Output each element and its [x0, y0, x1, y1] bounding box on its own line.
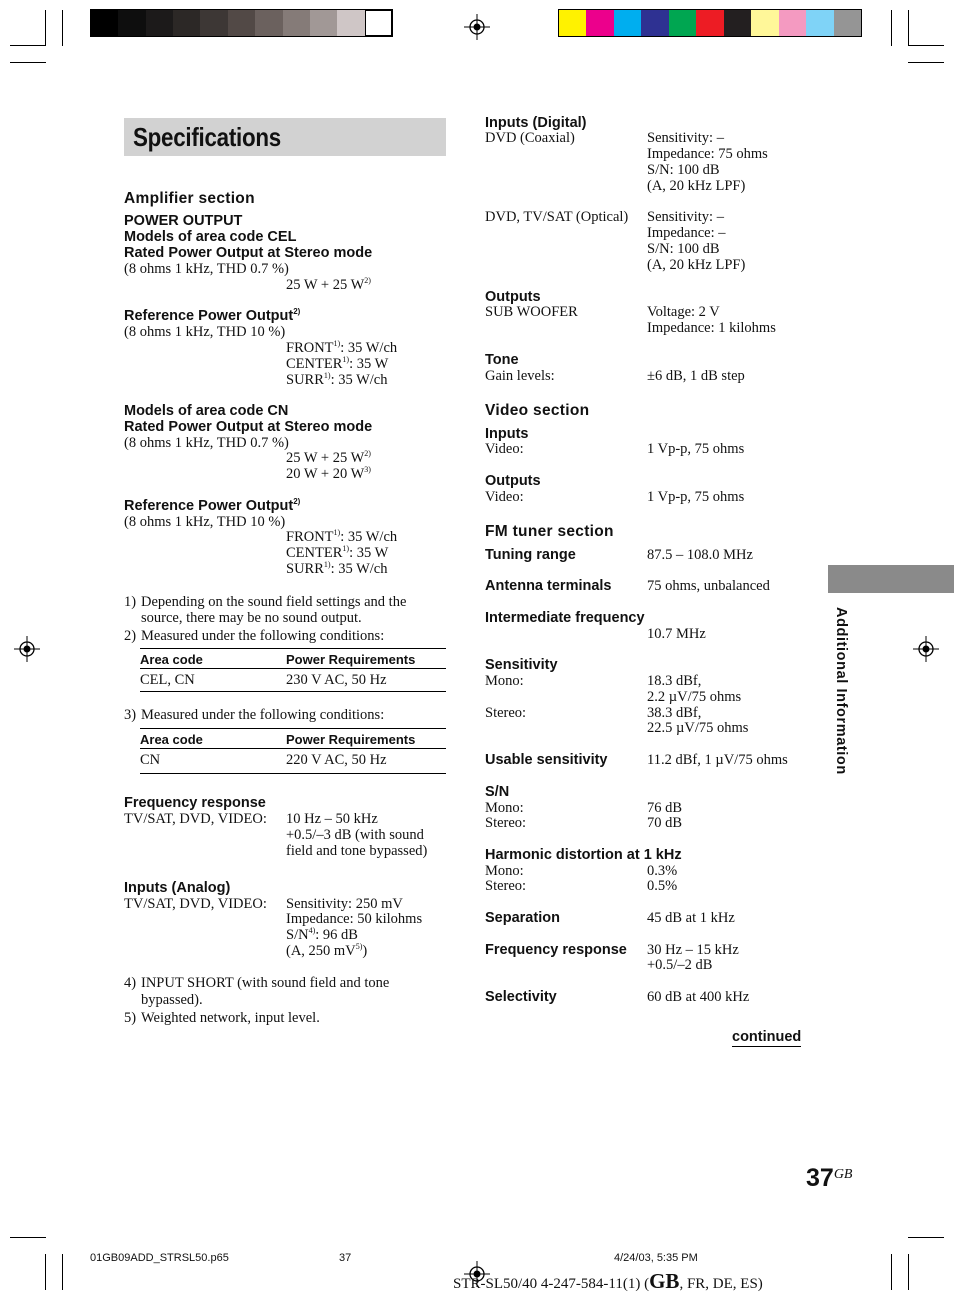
- color-swatch: [118, 10, 146, 36]
- tuning-range-heading: Tuning range: [485, 547, 576, 563]
- color-swatch: [751, 10, 779, 36]
- color-bar-right: [558, 9, 862, 37]
- spec-value: 70 dB: [647, 815, 683, 831]
- condition-text: (8 ohms 1 kHz, THD 0.7 %): [124, 261, 289, 277]
- spec-value: Impedance: 50 kilohms: [286, 911, 423, 927]
- spec-label: Gain levels:: [485, 368, 555, 384]
- footnote-text: bypassed).: [141, 992, 203, 1008]
- spec-value: CENTER$^{1)}$: 35 W: [286, 355, 389, 372]
- spec-value: S/N: 100 dB: [647, 241, 720, 257]
- spec-value: Impedance: –: [647, 225, 726, 241]
- spec-value: 87.5 – 108.0 MHz: [647, 547, 753, 563]
- spec-value: SURR$^{1)}$: 35 W/ch: [286, 371, 388, 388]
- crop-mark: [891, 1254, 892, 1290]
- crop-mark: [10, 45, 46, 46]
- table-row: [140, 669, 446, 691]
- table-header-cell: Area code: [140, 732, 203, 747]
- color-swatch: [228, 10, 256, 36]
- spec-label: Mono:: [485, 863, 524, 879]
- table-header-cell: Area code: [140, 652, 203, 667]
- footnote-text: source, there may be no sound output.: [141, 610, 362, 626]
- spec-value: 20 W + 20 $W^{3)}$: [286, 465, 371, 482]
- spec-value: FRONT$^{1)}$: 35 W/ch: [286, 528, 398, 545]
- spec-value: 0.3%: [647, 863, 678, 879]
- footnote-text: Measured under the following conditions:: [141, 628, 385, 644]
- crop-mark: [10, 1237, 46, 1238]
- power-output-heading: POWER OUTPUT: [124, 213, 243, 229]
- separation-heading: Separation: [485, 910, 560, 926]
- video-inputs-heading: Inputs: [485, 426, 529, 442]
- footnote-number: 5): [124, 1010, 137, 1026]
- spec-label: Video:: [485, 441, 524, 457]
- spec-value: 0.5%: [647, 878, 678, 894]
- spec-label: DVD (Coaxial): [485, 130, 575, 146]
- spec-label: TV/SAT, DVD, VIDEO:: [124, 811, 267, 827]
- rated-stereo-heading: Rated Power Output at Stereo mode: [124, 245, 373, 261]
- color-swatch: [559, 10, 587, 36]
- footnote-number: 3): [124, 707, 137, 723]
- spec-label: Stereo:: [485, 705, 527, 721]
- crop-mark: [10, 62, 46, 63]
- sn-heading: S/N: [485, 784, 510, 800]
- spec-label: SUB WOOFER: [485, 304, 578, 320]
- antenna-heading: Antenna terminals: [485, 578, 612, 594]
- footnote-number: 1): [124, 594, 137, 610]
- color-swatch: [724, 10, 752, 36]
- spec-value: 25 W + 25 $W^{2)}$: [286, 276, 371, 293]
- table-header: [140, 729, 446, 749]
- crop-mark: [45, 10, 46, 46]
- crop-mark: [62, 1254, 63, 1290]
- color-swatch: [779, 10, 807, 36]
- condition-text: (8 ohms 1 kHz, THD 10 %): [124, 324, 286, 340]
- spec-value: 18.3 dBf,: [647, 673, 702, 689]
- footer-page: 37: [339, 1252, 352, 1264]
- registration-mark-icon: [464, 14, 490, 40]
- spec-value: S/N: 100 dB: [647, 162, 720, 178]
- color-swatch: [669, 10, 697, 36]
- registration-mark-icon: [913, 636, 939, 662]
- color-swatch: [255, 10, 283, 36]
- crop-mark: [908, 10, 909, 46]
- spec-value: SURR$^{1)}$: 35 W/ch: [286, 560, 388, 577]
- spec-value: Voltage: 2 V: [647, 304, 720, 320]
- ref-power-heading: Reference Power Output$^{2)}$: [124, 497, 301, 514]
- color-swatch: [696, 10, 724, 36]
- spec-value: 10 Hz – 50 kHz: [286, 811, 378, 827]
- fm-frequency-response-heading: Frequency response: [485, 942, 627, 958]
- amplifier-section-heading: Amplifier section: [124, 190, 255, 207]
- inputs-analog-heading: Inputs (Analog): [124, 880, 231, 896]
- footnote-text: INPUT SHORT (with sound field and tone: [141, 975, 390, 991]
- condition-text: (8 ohms 1 kHz, THD 0.7 %): [124, 435, 289, 451]
- spec-label: Stereo:: [485, 878, 527, 894]
- ref-power-heading: Reference Power Output$^{2)}$: [124, 307, 301, 324]
- spec-value: Sensitivity: –: [647, 209, 724, 225]
- frequency-response-heading: Frequency response: [124, 795, 266, 811]
- sensitivity-heading: Sensitivity: [485, 657, 558, 673]
- side-tab-label: Additional Information: [833, 607, 849, 775]
- spec-value: 22.5 µV/75 ohms: [647, 720, 749, 736]
- usable-sensitivity-heading: Usable sensitivity: [485, 752, 608, 768]
- power-requirements-table: [140, 648, 446, 692]
- color-swatch: [310, 10, 338, 36]
- spec-value: $S/N^{4)}$: 96 dB: [286, 926, 358, 943]
- registration-mark-icon: [14, 636, 40, 662]
- spec-value: 45 dB at 1 kHz: [647, 910, 735, 926]
- table-header-cell: Power Requirements: [286, 732, 416, 747]
- if-heading: Intermediate frequency: [485, 610, 645, 626]
- crop-mark: [908, 1237, 944, 1238]
- footnote-text: Weighted network, input level.: [141, 1010, 320, 1026]
- spec-label: TV/SAT, DVD, VIDEO:: [124, 896, 267, 912]
- spec-value: (A, 250 $mV^{5)}$): [286, 942, 368, 959]
- spec-label: DVD, TV/SAT (Optical): [485, 209, 629, 225]
- inputs-digital-heading: Inputs (Digital): [485, 115, 587, 131]
- color-bar-left: [90, 9, 393, 37]
- spec-value: 30 Hz – 15 kHz: [647, 942, 739, 958]
- spec-value: field and tone bypassed): [286, 843, 428, 859]
- spec-value: 75 ohms, unbalanced: [647, 578, 770, 594]
- crop-mark: [891, 10, 892, 46]
- footnote-text: Depending on the sound field settings and the: [141, 594, 407, 610]
- color-swatch: [806, 10, 834, 36]
- outputs-heading: Outputs: [485, 289, 541, 305]
- spec-value: 1 Vp-p, 75 ohms: [647, 441, 745, 457]
- spec-value: +0.5/–2 dB: [647, 957, 713, 973]
- spec-value: Sensitivity: 250 mV: [286, 896, 403, 912]
- harmonic-distortion-heading: Harmonic distortion at 1 kHz: [485, 847, 682, 863]
- spec-value: +0.5/–3 dB (with sound: [286, 827, 424, 843]
- footnote-text: Measured under the following conditions:: [141, 707, 385, 723]
- color-swatch: [283, 10, 311, 36]
- table-cell: CEL, CN: [140, 672, 195, 688]
- spec-value: 2.2 µV/75 ohms: [647, 689, 742, 705]
- color-swatch: [641, 10, 669, 36]
- footnote-number: 4): [124, 975, 137, 991]
- color-swatch: [91, 10, 119, 36]
- color-swatch: [365, 10, 393, 36]
- spec-label: Stereo:: [485, 815, 527, 831]
- spec-value: Impedance: 1 kilohms: [647, 320, 776, 336]
- page-number: 37GB: [806, 1164, 853, 1192]
- condition-text: (8 ohms 1 kHz, THD 10 %): [124, 514, 286, 530]
- spec-value: (A, 20 kHz LPF): [647, 178, 746, 194]
- footer-date: 4/24/03, 5:35 PM: [614, 1252, 698, 1264]
- spec-label: Mono:: [485, 673, 524, 689]
- video-outputs-heading: Outputs: [485, 473, 541, 489]
- crop-mark: [62, 10, 63, 46]
- color-swatch: [337, 10, 365, 36]
- power-requirements-table: [140, 728, 446, 774]
- spec-value: Sensitivity: –: [647, 130, 724, 146]
- spec-value: 60 dB at 400 kHz: [647, 989, 750, 1005]
- table-row: [140, 749, 446, 773]
- color-swatch: [173, 10, 201, 36]
- spec-value: 25 W + 25 $W^{2)}$: [286, 449, 371, 466]
- table-cell: CN: [140, 752, 161, 768]
- video-section-heading: Video section: [485, 402, 590, 419]
- cel-models-heading: Models of area code CEL: [124, 229, 297, 245]
- spec-value: 38.3 dBf,: [647, 705, 702, 721]
- tone-heading: Tone: [485, 352, 519, 368]
- table-cell: 220 V AC, 50 Hz: [286, 752, 387, 768]
- continued-label: continued: [732, 1029, 802, 1045]
- table-header-cell: Power Requirements: [286, 652, 416, 667]
- footer-model: STR-SL50/40 4-247-584-11(1) (GB, FR, DE, ES): [453, 1269, 763, 1293]
- crop-mark: [908, 62, 944, 63]
- cn-models-heading: Models of area code CN: [124, 403, 289, 419]
- footnote-number: 2): [124, 628, 137, 644]
- page-title: Specifications: [133, 122, 281, 152]
- crop-mark: [908, 1254, 909, 1290]
- spec-value: (A, 20 kHz LPF): [647, 257, 746, 273]
- selectivity-heading: Selectivity: [485, 989, 557, 1005]
- crop-mark: [45, 1254, 46, 1290]
- side-tab: [828, 565, 954, 593]
- spec-label: Video:: [485, 489, 524, 505]
- spec-label: Mono:: [485, 800, 524, 816]
- fm-section-heading: FM tuner section: [485, 523, 614, 540]
- color-swatch: [834, 10, 862, 36]
- spec-value: FRONT$^{1)}$: 35 W/ch: [286, 339, 398, 356]
- color-swatch: [586, 10, 614, 36]
- color-swatch: [614, 10, 642, 36]
- rated-stereo-heading: Rated Power Output at Stereo mode: [124, 419, 373, 435]
- spec-value: 10.7 MHz: [647, 626, 706, 642]
- spec-value: Impedance: 75 ohms: [647, 146, 768, 162]
- color-swatch: [200, 10, 228, 36]
- spec-value: CENTER$^{1)}$: 35 W: [286, 544, 389, 561]
- table-header: [140, 649, 446, 669]
- footer-file: 01GB09ADD_STRSL50.p65: [90, 1252, 229, 1264]
- spec-value: 1 Vp-p, 75 ohms: [647, 489, 745, 505]
- color-swatch: [146, 10, 174, 36]
- table-cell: 230 V AC, 50 Hz: [286, 672, 387, 688]
- crop-mark: [908, 45, 944, 46]
- spec-value: ±6 dB, 1 dB step: [647, 368, 745, 384]
- spec-value: 76 dB: [647, 800, 683, 816]
- spec-value: 11.2 dBf, 1 µV/75 ohms: [647, 752, 788, 768]
